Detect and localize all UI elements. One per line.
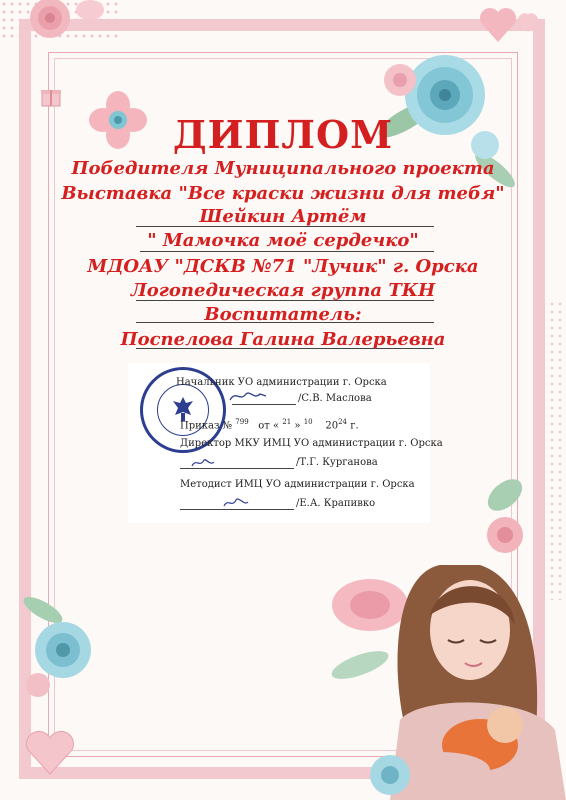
signer2-title: Директор МКУ ИМЦ УО администрации г. Орска — [180, 438, 443, 449]
underline-work — [140, 251, 434, 252]
winner-name: Шейкин Артём — [199, 206, 367, 227]
signer1-title: Начальник УО администрации г. Орска — [176, 377, 387, 388]
order-line: Приказ № $^{799}$ от « $^{21}$ » $^{10}$ $20^{24}$ г. — [180, 418, 359, 432]
teacher-label: Воспитатель: — [204, 304, 362, 325]
signer1-line — [232, 404, 296, 405]
signature-scribble-1 — [228, 388, 268, 404]
pink-rose-top-left — [20, 0, 110, 50]
signer3-title: Методист ИМЦ УО администрации г. Орска — [180, 479, 415, 490]
signer2-name: /Т.Г. Курганова — [296, 457, 378, 468]
signature-scribble-3 — [222, 494, 250, 510]
work-title: " Мамочка моё сердечко" — [147, 230, 419, 251]
mother-child-illustration — [330, 545, 566, 800]
group-name: Логопедическая группа ТКН — [130, 280, 436, 301]
diploma-title: ДИПЛОМ — [172, 112, 394, 157]
heart-icon-top-right — [478, 2, 548, 47]
signer3-name: /Е.А. Крапивко — [296, 498, 376, 509]
gift-box-icon — [40, 86, 62, 108]
organization: МДОАУ "ДСКВ №71 "Лучик" г. Орска — [87, 256, 479, 277]
teacher-name: Поспелова Галина Валерьевна — [120, 329, 446, 350]
blue-flower-left — [18, 590, 108, 700]
winner-category: Победителя Муниципального проекта — [71, 158, 495, 179]
heart-icon-bottom-left — [20, 728, 80, 778]
signer1-name: /С.В. Маслова — [298, 393, 372, 404]
signature-scribble-2 — [190, 456, 216, 470]
project-name: Выставка "Все краски жизни для тебя" — [61, 183, 505, 204]
